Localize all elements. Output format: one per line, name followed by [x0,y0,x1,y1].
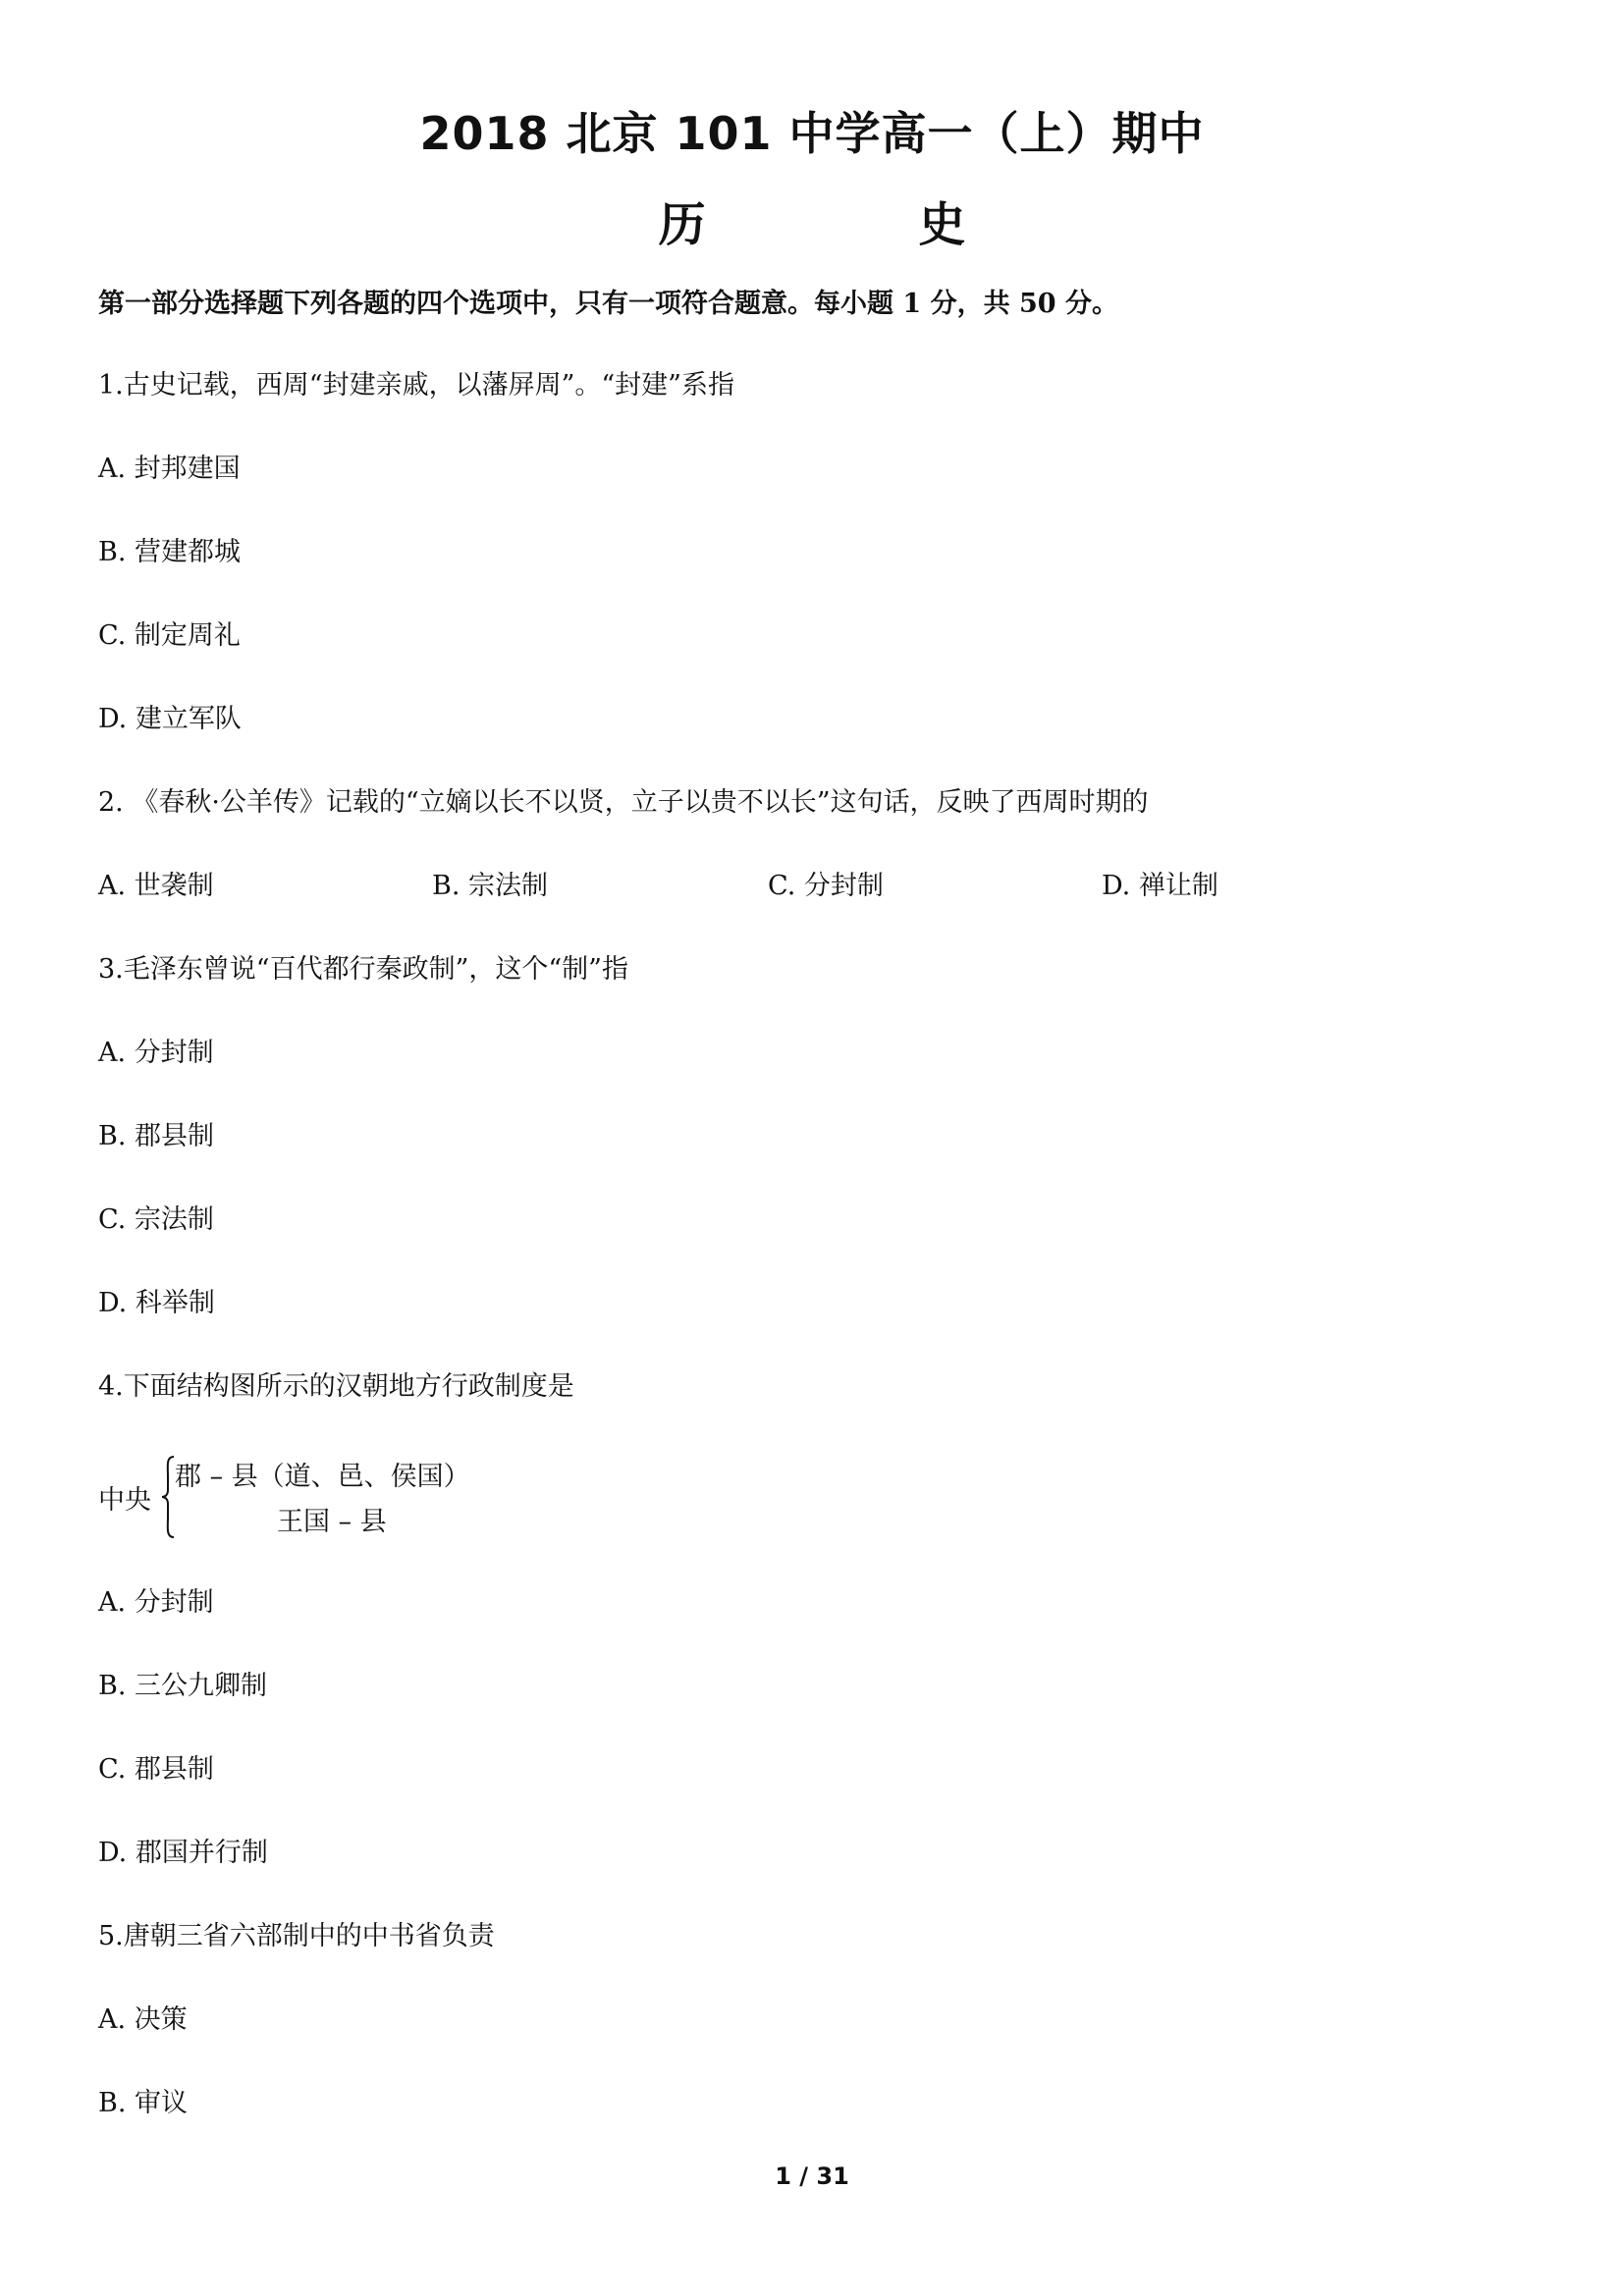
question-1-option-a: A. 封邦建国 [98,454,241,484]
question-3-option-d: D. 科举制 [98,1288,215,1318]
question-3-stem: 3.毛泽东曾说“百代都行秦政制”，这个“制”指 [98,954,628,985]
exam-title: 2018 北京 101 中学高一（上）期中 [419,107,1205,160]
section-instruction: 第一部分选择题下列各题的四个选项中，只有一项符合题意。每小题 1 分，共 50 分。 [98,289,1118,319]
question-4-option-d: D. 郡国并行制 [98,1838,268,1868]
question-2-option-d: D. 禅让制 [1102,871,1218,901]
question-3-option-b: B. 郡县制 [98,1121,215,1151]
question-2-option-a: A. 世袭制 [98,871,214,901]
question-1-stem: 1.古史记载，西周“封建亲戚，以藩屏周”。“封建”系指 [98,370,734,400]
question-2-option-b: B. 宗法制 [432,871,549,901]
question-1-option-d: D. 建立军队 [98,704,242,734]
question-4-option-c: C. 郡县制 [98,1754,214,1785]
question-5-option-a: A. 决策 [98,2004,188,2035]
question-1-option-c: C. 制定周礼 [98,620,241,651]
question-4-option-b: B. 三公九卿制 [98,1671,268,1701]
question-5-option-b: B. 审议 [98,2088,189,2118]
question-2-stem: 2. 《春秋·公羊传》记载的“立嫡以长不以贤，立子以贵不以长”这句话，反映了西周时期的 [98,787,1149,818]
subject-title: 历 史 [658,197,1064,252]
question-3-option-c: C. 宗法制 [98,1204,214,1235]
question-4-stem: 4.下面结构图所示的汉朝地方行政制度是 [98,1371,574,1402]
diagram-branch-commandery: 郡 – 县（道、邑、侯国） [175,1462,470,1492]
admin-structure-diagram [98,1455,687,1543]
curly-brace-icon [161,1455,175,1539]
diagram-branch-kingdom: 王国 – 县 [277,1507,387,1537]
question-5-stem: 5.唐朝三省六部制中的中书省负责 [98,1921,495,1951]
question-4-option-a: A. 分封制 [98,1587,214,1618]
page-number: 1 / 31 [775,2163,849,2190]
question-3-option-a: A. 分封制 [98,1038,214,1068]
question-1-option-b: B. 营建都城 [98,537,242,567]
diagram-center-label: 中央 [98,1485,151,1516]
question-2-options [98,869,1473,904]
question-2-option-c: C. 分封制 [768,871,884,901]
